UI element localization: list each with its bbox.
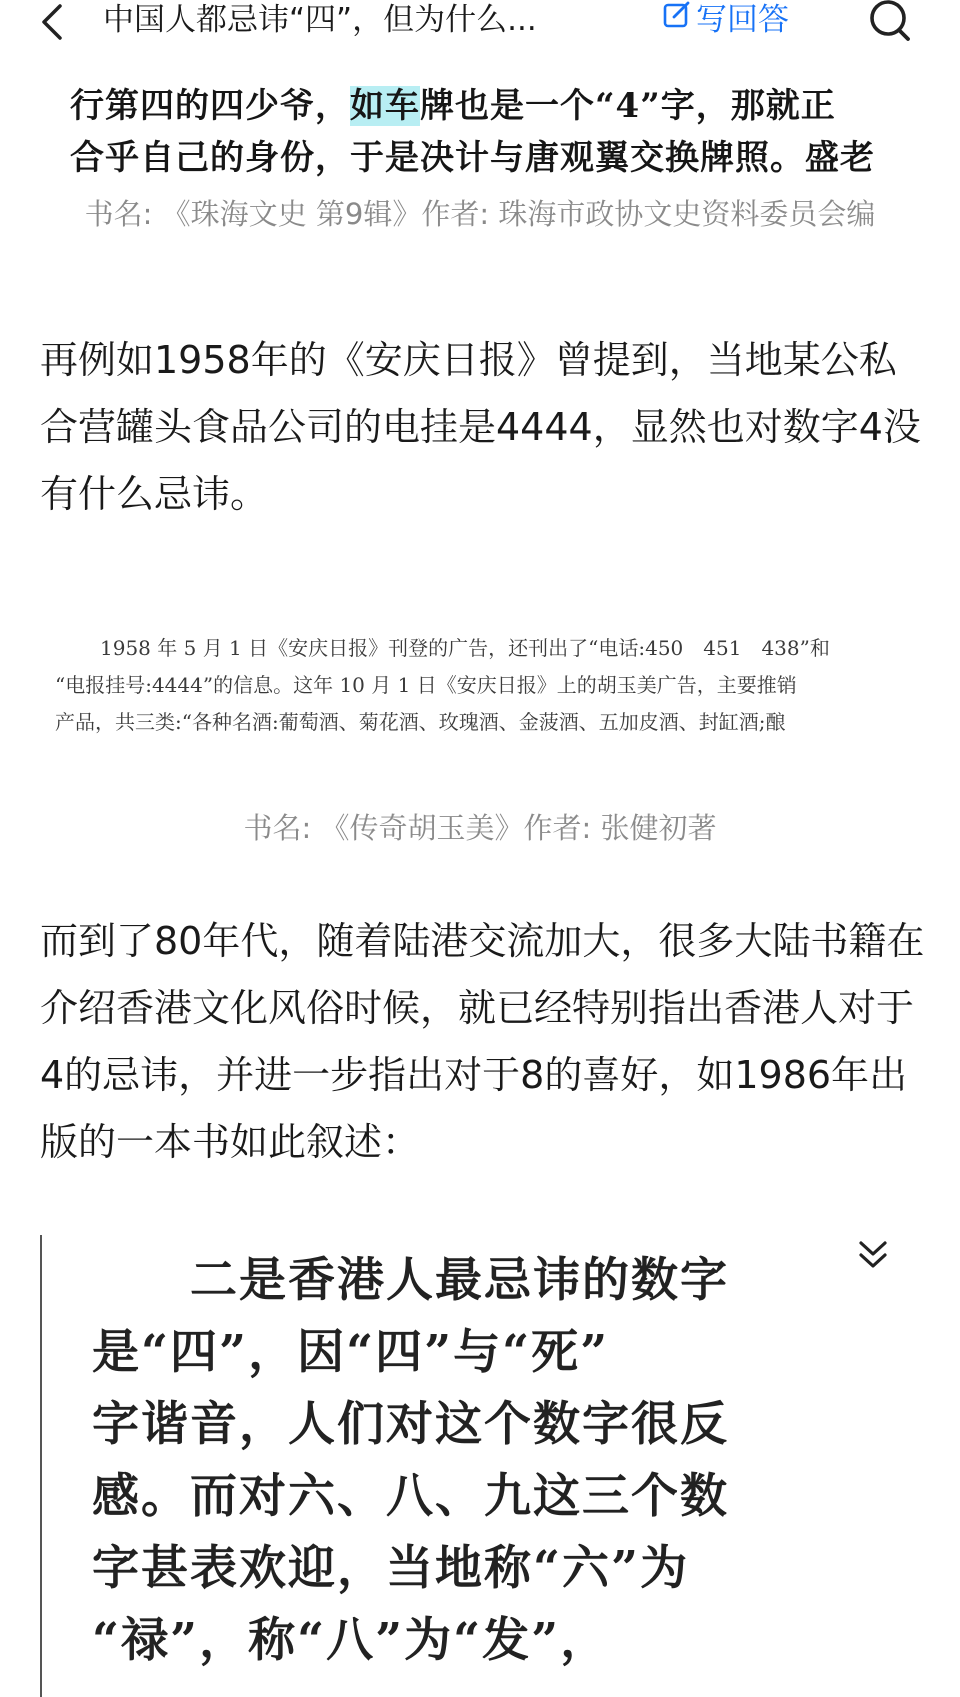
image-caption: 书名: 《传奇胡玉美》作者: 张健初著	[243, 811, 717, 845]
highlighted-text: 如车	[350, 86, 420, 126]
edit-icon	[662, 0, 696, 40]
book-page-text: 二是香港人最忌讳的数字 是“四”，因“四”与“死” 字谐音，人们对这个数字很反 感。而对六、八、九这三个数 字甚表欢迎，当地称“六”为 “禄”，称“八”为“发”，	[92, 1253, 729, 1668]
image-caption: 书名: 《珠海文史 第9辑》作者: 珠海市政协文史资料委员会编	[84, 197, 876, 231]
collapse-icon	[855, 1260, 891, 1279]
excerpt-line: “电报挂号:4444”的信息。这年 10 月 1 日《安庆日报》上的胡玉美广告，主要推销	[55, 673, 797, 697]
back-button[interactable]	[38, 2, 68, 42]
excerpt-line: 1958 年 5 月 1 日《安庆日报》刊登的广告，还刊出了“电话:450 451 438”和	[100, 636, 830, 660]
write-answer-button[interactable]	[662, 0, 789, 40]
excerpt-line: 行第四的四少爷，如车牌也是一个“4”字，那就正	[70, 86, 836, 126]
search-icon	[866, 29, 914, 48]
search-button[interactable]	[866, 0, 914, 44]
write-answer-label: 写回答	[696, 2, 789, 38]
book-excerpt-image[interactable]	[55, 630, 920, 741]
answer-paragraph: 再例如1958年的《安庆日报》曾提到，当地某公私合营罐头食品公司的电挂是4444，显然也对数字4没有什么忌讳。	[40, 338, 921, 516]
collapse-button[interactable]	[855, 1235, 891, 1275]
question-title[interactable]: 中国人都忌讳“四”，但为什么...	[103, 2, 537, 38]
excerpt-line: 合乎自己的身份，于是决计与唐观翼交换牌照。盛老	[70, 138, 875, 178]
excerpt-line: 产品，共三类:“各种名酒:葡萄酒、菊花酒、玫瑰酒、金菠酒、五加皮酒、封缸酒;酿	[55, 710, 786, 734]
top-bar	[0, 0, 960, 44]
book-excerpt-image[interactable]	[70, 80, 890, 184]
answer-paragraph: 而到了80年代，随着陆港交流加大，很多大陆书籍在介绍香港文化风俗时候，就已经特别指出香港人对于4的忌讳，并进一步指出对于8的喜好，如1986年出版的一本书如此叙述：	[40, 919, 925, 1164]
book-page-image[interactable]	[40, 1235, 900, 1697]
back-icon	[38, 2, 68, 42]
